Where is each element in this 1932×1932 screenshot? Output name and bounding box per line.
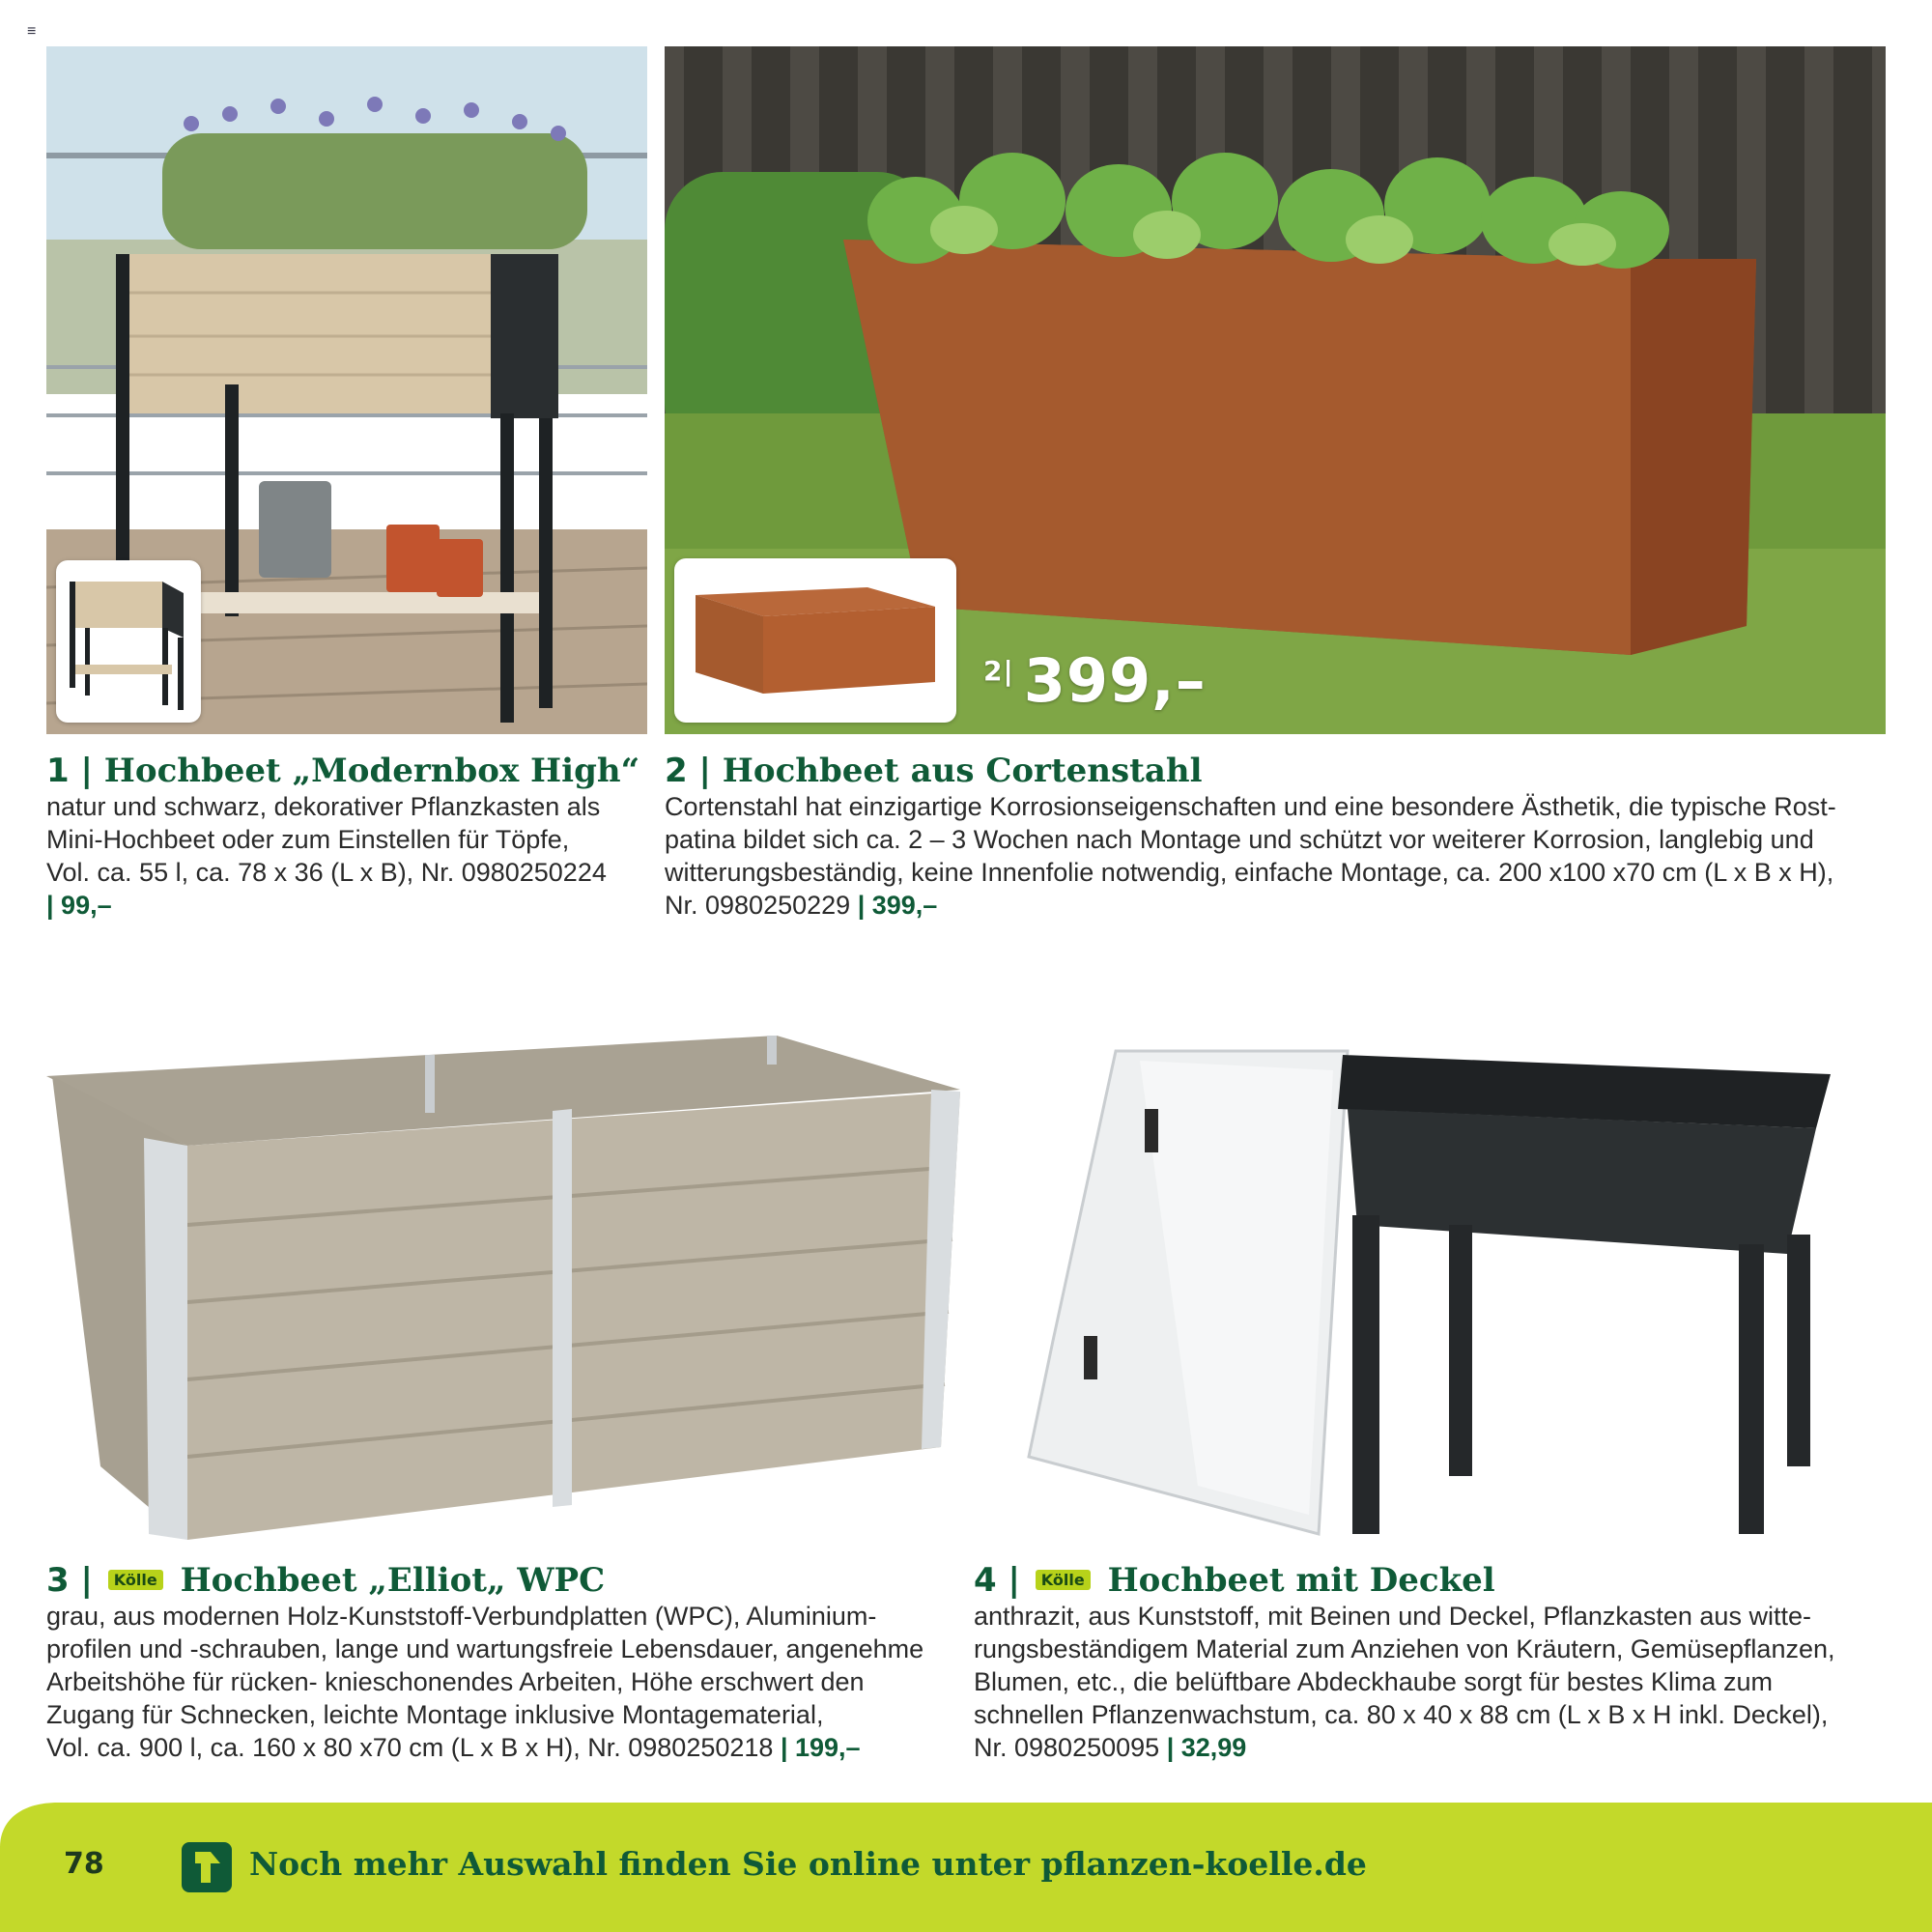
product-4-number: 4 [974,1561,997,1600]
product-2-line: witterungsbeständig, keine Innenfolie notwendig, einfache Montage, ca. 200 x100 x70 cm (L x B x H), [665,858,1834,887]
koelle-badge: Kölle [1036,1570,1091,1590]
product-2-photo-price-value: 399,– [1023,645,1207,716]
product-4-price: | 32,99 [1166,1733,1247,1762]
corner-mark: ≡ [27,23,37,40]
product-3-price: | 199,– [780,1733,861,1762]
product-2-article-number: Nr. 0980250229 [665,891,851,920]
product-3-line: profilen und -schrauben, lange und wartungsfreie Lebensdauer, angenehme [46,1634,924,1663]
product-4-article-number: Nr. 0980250095 [974,1733,1160,1762]
product-3-description [46,1600,923,1764]
koelle-badge: Kölle [108,1570,163,1590]
product-4-description [974,1600,1835,1764]
product-3-line: Arbeitshöhe für rücken- knieschonendes Arbeiten, Höhe erschwert den [46,1667,865,1696]
product-2-description [665,790,1836,922]
footer-online-link[interactable]: Noch mehr Auswahl finden Sie online unter pflanzen-koelle.de [249,1845,1367,1883]
product-1-number: 1 [46,752,70,790]
product-3-line: Zugang für Schnecken, leichte Montage inklusive Montagematerial, [46,1700,824,1729]
page-number: 78 [64,1847,104,1881]
product-4-title-text: Hochbeet mit Deckel [1107,1561,1495,1600]
product-3-number: 3 [46,1561,70,1600]
product-4-title [974,1561,1495,1600]
product-3-line: grau, aus modernen Holz-Kunststoff-Verbundplatten (WPC), Aluminium- [46,1602,877,1631]
product-4-separator: | [1008,1561,1020,1600]
product-1-separator: | [80,752,93,790]
product-2-line: Cortenstahl hat einzigartige Korrosionseigenschaften und eine besondere Ästhetik, die typische Rost- [665,792,1836,821]
koelle-logo-icon [182,1842,232,1892]
product-1-title [46,752,639,790]
product-1-thumbnail [56,560,201,723]
product-3-title-text: Hochbeet „Elliot„ WPC [180,1561,606,1600]
product-4-line: anthrazit, aus Kunststoff, mit Beinen und Deckel, Pflanzkasten aus witte- [974,1602,1811,1631]
product-1-line: Mini-Hochbeet oder zum Einstellen für Töpfe, [46,825,570,854]
product-2-title [665,752,1203,790]
product-4-line: rungsbeständigem Material zum Anziehen von Kräutern, Gemüsepflanzen, [974,1634,1835,1663]
product-3-separator: | [80,1561,93,1600]
product-3-title [46,1561,605,1600]
product-2-number: 2 [665,752,688,790]
product-1-title-text: Hochbeet „Modernbox High“ [103,752,640,790]
product-2-thumbnail [674,558,956,723]
product-2-separator: | [698,752,711,790]
product-4-photo [1024,1032,1845,1544]
product-3-photo [43,1032,960,1544]
product-4-line: schnellen Pflanzenwachstum, ca. 80 x 40 x 88 cm (L x B x H inkl. Deckel), [974,1700,1829,1729]
product-2-photo-price [983,645,1207,716]
product-1-line: Vol. ca. 55 l, ca. 78 x 36 (L x B), Nr. 0980250224 [46,858,607,887]
product-4-line: Blumen, etc., die belüftbare Abdeckhaube sorgt für bestes Klima zum [974,1667,1773,1696]
product-1-line: natur und schwarz, dekorativer Pflanzkasten als [46,792,601,821]
product-1-description [46,790,607,922]
product-2-title-text: Hochbeet aus Cortenstahl [722,752,1203,790]
product-3-article-number: Vol. ca. 900 l, ca. 160 x 80 x70 cm (L x B x H), Nr. 0980250218 [46,1733,774,1762]
product-2-price: | 399,– [857,891,938,920]
product-1-price: | 99,– [46,891,112,920]
product-2-photo-price-number: 2| [983,655,1014,687]
product-2-line: patina bildet sich ca. 2 – 3 Wochen nach Montage und schützt vor weiterer Korrosion, langlebig und [665,825,1814,854]
